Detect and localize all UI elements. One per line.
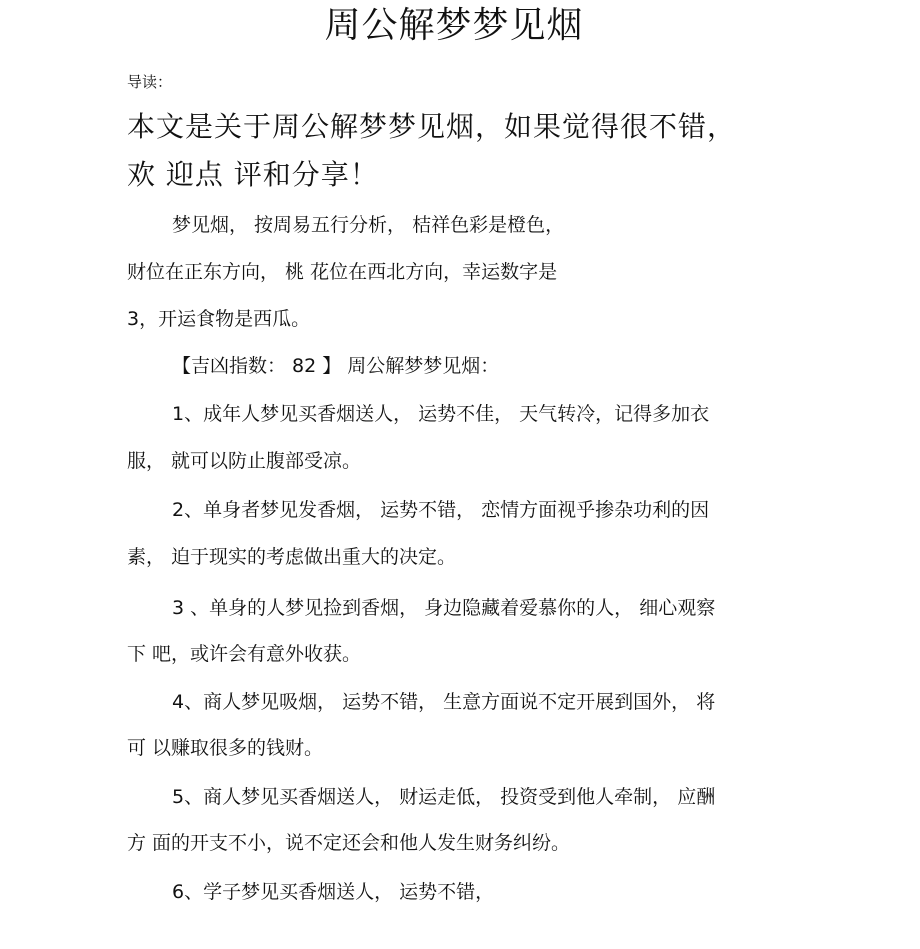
body-line: 2、单身者梦见发香烟， 运势不错， 恋情方面视乎掺杂功利的因 [172,499,710,521]
body-line: 6、学子梦见买香烟送人， 运势不错， [172,881,495,903]
intro-label: 导读： [127,73,173,91]
body-line: 3 、单身的人梦见捡到香烟， 身边隐藏着爱慕你的人， 细心观察 [172,597,716,619]
lead-line-1: 本文是关于周公解梦梦见烟，如果觉得很不错， [127,110,737,143]
body-line: 素， 迫于现实的考虑做出重大的决定。 [127,546,457,568]
body-line: 下 吧，或许会有意外收获。 [127,643,362,665]
body-line: 1、成年人梦见买香烟送人， 运势不佳， 天气转冷，记得多加衣 [172,403,710,425]
body-line: 梦见烟， 按周易五行分析， 桔祥色彩是橙色， [172,214,565,236]
lead-line-2: 欢 迎点 评和分享！ [127,158,379,191]
body-line: 方 面的开支不小，说不定还会和他人发生财务纠纷。 [127,832,571,854]
body-line: 【吉凶指数： 82 】 周公解梦梦见烟： [172,355,500,377]
body-line: 4、商人梦见吸烟， 运势不错， 生意方面说不定开展到国外， 将 [172,691,716,713]
body-line: 5、商人梦见买香烟送人， 财运走低， 投资受到他人牵制， 应酬 [172,786,716,808]
body-line: 财位在正东方向， 桃 花位在西北方向，幸运数字是 [127,261,558,283]
document-title: 周公解梦梦见烟 [324,5,584,46]
body-line: 服， 就可以防止腹部受凉。 [127,450,362,472]
body-line: 可 以赚取很多的钱财。 [127,737,324,759]
body-line: 3，开运食物是西瓜。 [127,308,311,330]
